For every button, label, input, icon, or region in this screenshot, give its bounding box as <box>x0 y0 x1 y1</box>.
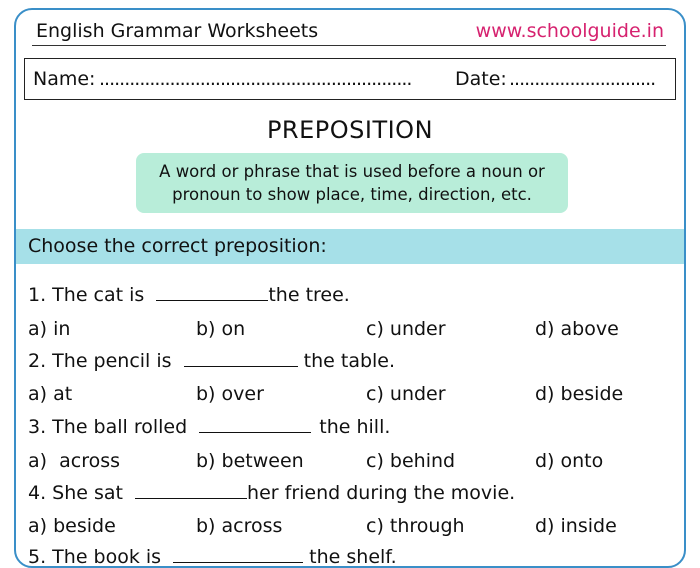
date-label: Date: <box>455 68 507 90</box>
option-d[interactable]: d) onto <box>535 450 604 472</box>
name-label: Name: <box>33 68 96 90</box>
name-field[interactable]: .............................................................. <box>99 68 412 90</box>
question-5 <box>28 546 397 568</box>
answer-blank[interactable] <box>199 416 311 433</box>
option-a[interactable]: a) beside <box>28 515 116 537</box>
question-3 <box>28 416 390 438</box>
option-c[interactable]: c) behind <box>366 450 456 472</box>
option-c[interactable]: c) under <box>366 318 446 340</box>
option-a[interactable]: a) at <box>28 383 73 405</box>
question-text: 3. The ball rolled <box>28 416 188 438</box>
question-text-end: the tree. <box>268 284 350 306</box>
answer-blank[interactable] <box>135 482 247 499</box>
option-a[interactable]: a) across <box>28 450 121 472</box>
instruction-bar <box>16 229 684 264</box>
option-b[interactable]: b) between <box>196 450 304 472</box>
question-text-end: the table. <box>303 350 396 372</box>
date-field[interactable]: ............................. <box>509 68 656 90</box>
instruction-text: Choose the correct preposition: <box>28 235 327 257</box>
option-d[interactable]: d) inside <box>535 515 617 537</box>
question-1 <box>28 284 350 306</box>
definition-box <box>136 153 568 213</box>
definition-line-1: A word or phrase that is used before a noun or <box>159 162 545 181</box>
question-text: 4. She sat <box>28 482 123 504</box>
question-2 <box>28 350 395 372</box>
question-text-end: her friend during the movie. <box>247 482 516 504</box>
question-text: 5. The book is <box>28 546 162 568</box>
question-text: 1. The cat is <box>28 284 145 306</box>
answer-blank[interactable] <box>156 284 268 301</box>
header-underline <box>32 45 666 46</box>
name-date-box <box>24 58 676 100</box>
answer-blank[interactable] <box>184 350 298 367</box>
option-b[interactable]: b) over <box>196 383 264 405</box>
option-d[interactable]: d) beside <box>535 383 624 405</box>
option-d[interactable]: d) above <box>535 318 619 340</box>
option-b[interactable]: b) on <box>196 318 246 340</box>
question-4 <box>28 482 515 504</box>
question-text-end: the hill. <box>319 416 391 438</box>
option-b[interactable]: b) across <box>196 515 283 537</box>
question-text-end: the shelf. <box>309 546 397 568</box>
definition-line-2: pronoun to show place, time, direction, etc. <box>172 185 532 204</box>
option-c[interactable]: c) through <box>366 515 465 537</box>
option-a[interactable]: a) in <box>28 318 71 340</box>
page-title: PREPOSITION <box>266 116 434 144</box>
option-c[interactable]: c) under <box>366 383 446 405</box>
worksheet-header-title: English Grammar Worksheets <box>36 20 319 42</box>
question-text: 2. The pencil is <box>28 350 172 372</box>
site-url: www.schoolguide.in <box>475 20 664 42</box>
